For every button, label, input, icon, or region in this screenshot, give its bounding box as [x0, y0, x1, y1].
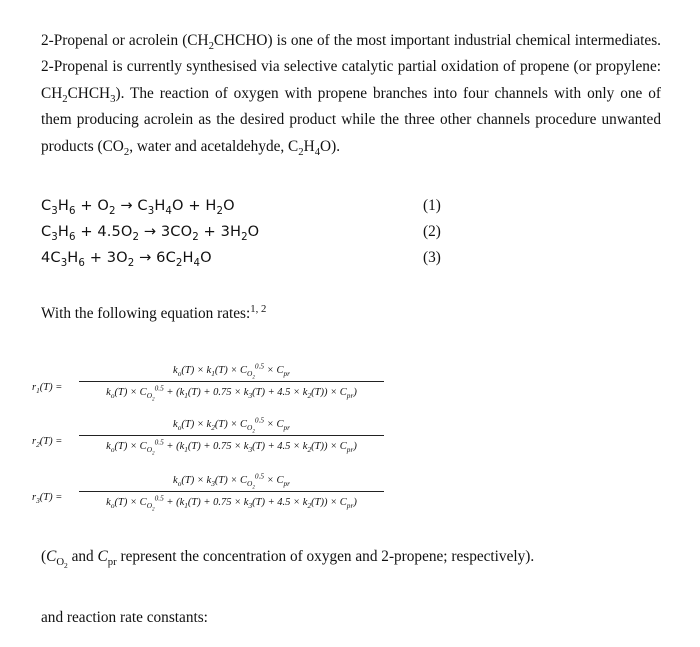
rate-1-denominator: $k_o(T) \times C_{O_2}^{0.5} + (k_1(T) + 0.75 \times k_3(T) + 4.5 \times k_2(T)) \times C_{pr}$) [106, 383, 357, 403]
equation-2: $C_3H_6 + 4.5O_2 \to 3CO_2 + 3H_2O$ [41, 223, 260, 243]
rate-2-fraction [79, 416, 384, 455]
equation-2-number: (2) [423, 223, 441, 240]
rate-1-numerator: $k_o(T) \times k_1(T) \times C_{O_2}^{0.5} \times C_{pr}$ [173, 361, 290, 381]
rate-2-fraction-bar [79, 435, 384, 436]
intro-paragraph: 2-Propenal or acrolein $(CH_2CHCHO)$ is one of the most important industrial chemical intermediates. 2-Propenal is currently synthesised via selective catalytic partial oxidation of propene (or propylene: $CH_2CHCH_3$). The reaction of oxygen with propene branches into four channels with only one of them producing acrolein as the desired product while the three other channels procedure unwanted products ($CO_2$, water and acetaldehyde, $C_2H_4O$). [41, 32, 662, 158]
rate-2-numerator: $k_o(T) \times k_2(T) \times C_{O_2}^{0.5} \times C_{pr}$ [173, 415, 290, 435]
rate-1-fraction [79, 362, 384, 401]
rate-3-fraction-bar [79, 491, 384, 492]
equation-3-number: (3) [423, 249, 441, 266]
rate-constants-heading: and reaction rate constants: [41, 609, 208, 626]
rate-1-fraction-bar [79, 381, 384, 382]
rate-2-denominator: $k_o(T) \times C_{O_2}^{0.5} + (k_1(T) + 0.75 \times k_3(T) + 4.5 \times k_2(T)) \times C_{pr}$) [106, 437, 357, 457]
concentration-note: ($C_{O_2}$ and $C_{pr}$ represent the concentration of oxygen and 2-propene; respectively). [41, 548, 535, 571]
rate-2-lhs: $r_2(T)$ = [32, 436, 63, 450]
rates-intro: With the following equation rates:$^{1, 2}$ [41, 302, 267, 322]
rate-3-fraction [79, 472, 384, 511]
rate-3-numerator: $k_o(T) \times k_3(T) \times C_{O_2}^{0.5} \times C_{pr}$ [173, 471, 290, 491]
equation-3: $4C_3H_6 + 3O_2 \to 6C_2H_4O$ [41, 249, 212, 269]
rate-3-denominator: $k_o(T) \times C_{O_2}^{0.5} + (k_1(T) + 0.75 \times k_3(T) + 4.5 \times k_2(T)) \times C_{pr}$) [106, 493, 357, 513]
equation-1-number: (1) [423, 197, 441, 214]
rate-1-lhs: $r_1(T)$ = [32, 382, 63, 396]
rate-3-lhs: $r_3(T)$ = [32, 492, 63, 506]
equation-1: $C_3H_6 + O_2 \to C_3H_4O + H_2O$ [41, 197, 235, 217]
